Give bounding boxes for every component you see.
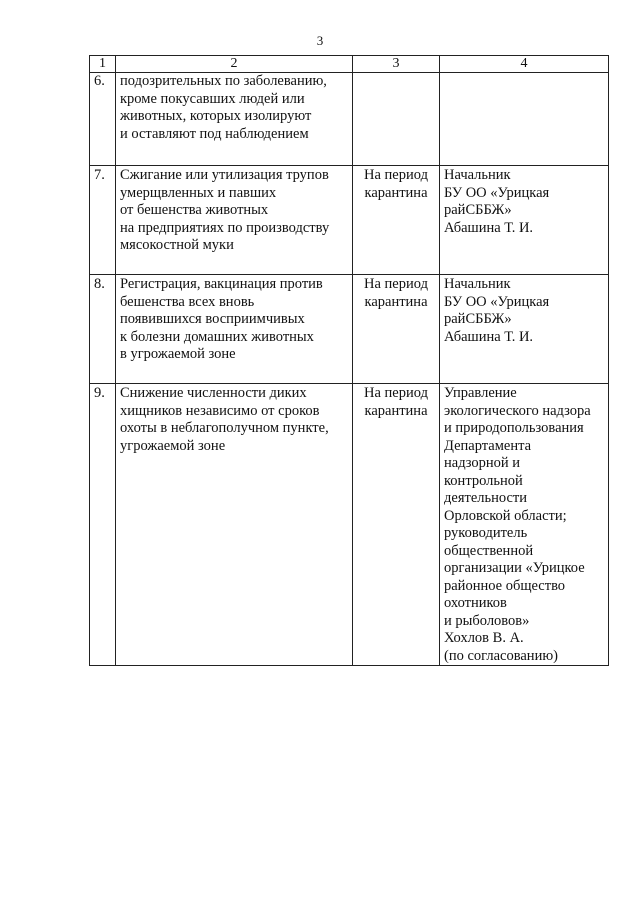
- measure-cell-line: Регистрация, вакцинация против: [120, 276, 323, 292]
- table-header-row: [90, 56, 609, 73]
- row-number: 6.: [90, 73, 116, 166]
- measure-cell: [116, 275, 353, 384]
- measure-cell-line: угрожаемой зоне: [120, 437, 226, 454]
- period-cell-line: На период: [364, 385, 428, 401]
- header-col-4: 4: [440, 56, 609, 73]
- measure-cell-line: умерщвленных и павших: [120, 184, 277, 201]
- responsible-cell-line: Начальник: [444, 167, 511, 183]
- responsible-cell-line: райСББЖ»: [444, 311, 512, 327]
- measure-cell-line: от бешенства животных: [120, 202, 269, 218]
- header-col-2: 2: [116, 56, 353, 73]
- measure-cell: [116, 73, 353, 166]
- measure-cell-line: Снижение численности диких: [120, 385, 307, 401]
- measure-cell-line: подозрительных по заболеванию,: [120, 73, 327, 89]
- responsible-cell-line: контрольной: [444, 472, 523, 489]
- measure-cell-line: кроме покусавших людей или: [120, 90, 305, 107]
- row-number: 9.: [90, 384, 116, 666]
- responsible-cell-line: БУ ОО «Урицкая: [444, 293, 550, 310]
- responsible-cell-line: и рыболовов»: [444, 612, 530, 629]
- responsible-cell-line: деятельности: [444, 490, 528, 506]
- responsible-cell-line: Начальник: [444, 276, 511, 292]
- responsible-cell-line: и природопользования: [444, 420, 584, 436]
- measure-cell-line: в угрожаемой зоне: [120, 346, 236, 362]
- responsible-cell-line: Департамента: [444, 437, 532, 454]
- responsible-cell-line: (по согласованию): [444, 647, 558, 664]
- measure-cell-line: Сжигание или утилизация трупов: [120, 167, 329, 183]
- header-col-3: 3: [353, 56, 440, 73]
- row-number: 8.: [90, 275, 116, 384]
- measure-cell-line: и оставляют под наблюдением: [120, 125, 309, 142]
- responsible-cell: [440, 166, 609, 275]
- responsible-cell-line: руководитель: [444, 525, 528, 541]
- table-row: [90, 384, 609, 666]
- period-cell: [353, 384, 440, 666]
- measure-cell: [116, 166, 353, 275]
- period-cell-line: карантина: [364, 293, 428, 310]
- responsible-cell-line: БУ ОО «Урицкая: [444, 184, 550, 201]
- responsible-cell-line: Абашина Т. И.: [444, 219, 534, 236]
- period-cell-line: На период: [364, 167, 428, 183]
- measure-cell-line: появившихся восприимчивых: [120, 311, 305, 327]
- table-row: [90, 275, 609, 384]
- responsible-cell-line: экологического надзора: [444, 402, 591, 419]
- responsible-cell-line: надзорной и: [444, 455, 521, 471]
- measure-cell-line: к болезни домашних животных: [120, 328, 314, 345]
- responsible-cell-line: Абашина Т. И.: [444, 328, 534, 345]
- responsible-cell: [440, 275, 609, 384]
- table-row: [90, 166, 609, 275]
- measure-cell-line: мясокостной муки: [120, 237, 234, 253]
- header-col-1: 1: [90, 56, 116, 73]
- period-cell: [353, 73, 440, 166]
- measure-cell-line: охоты в неблагополучном пункте,: [120, 420, 329, 436]
- measure-cell-line: хищников независимо от сроков: [120, 402, 320, 419]
- responsible-cell-line: Управление: [444, 385, 517, 401]
- period-cell-line: карантина: [364, 184, 428, 201]
- responsible-cell-line: охотников: [444, 595, 507, 611]
- responsible-cell-line: районное общество: [444, 577, 566, 594]
- row-number: 7.: [90, 166, 116, 275]
- measure-cell-line: бешенства всех вновь: [120, 293, 255, 310]
- measures-table: [89, 55, 609, 666]
- period-cell-line: карантина: [364, 402, 428, 419]
- period-cell: [353, 166, 440, 275]
- table-row: [90, 73, 609, 166]
- measure-cell-line: на предприятиях по производству: [120, 219, 330, 236]
- page-number: 3: [316, 33, 324, 48]
- responsible-cell-line: Хохлов В. А.: [444, 630, 524, 646]
- responsible-cell-line: общественной: [444, 542, 534, 559]
- measure-cell-line: животных, которых изолируют: [120, 108, 312, 124]
- measure-cell: [116, 384, 353, 666]
- period-cell-line: На период: [364, 276, 428, 292]
- responsible-cell-line: Орловской области;: [444, 507, 567, 524]
- responsible-cell: [440, 384, 609, 666]
- period-cell: [353, 275, 440, 384]
- responsible-cell-line: райСББЖ»: [444, 202, 512, 218]
- responsible-cell: [440, 73, 609, 166]
- responsible-cell-line: организации «Урицкое: [444, 560, 585, 576]
